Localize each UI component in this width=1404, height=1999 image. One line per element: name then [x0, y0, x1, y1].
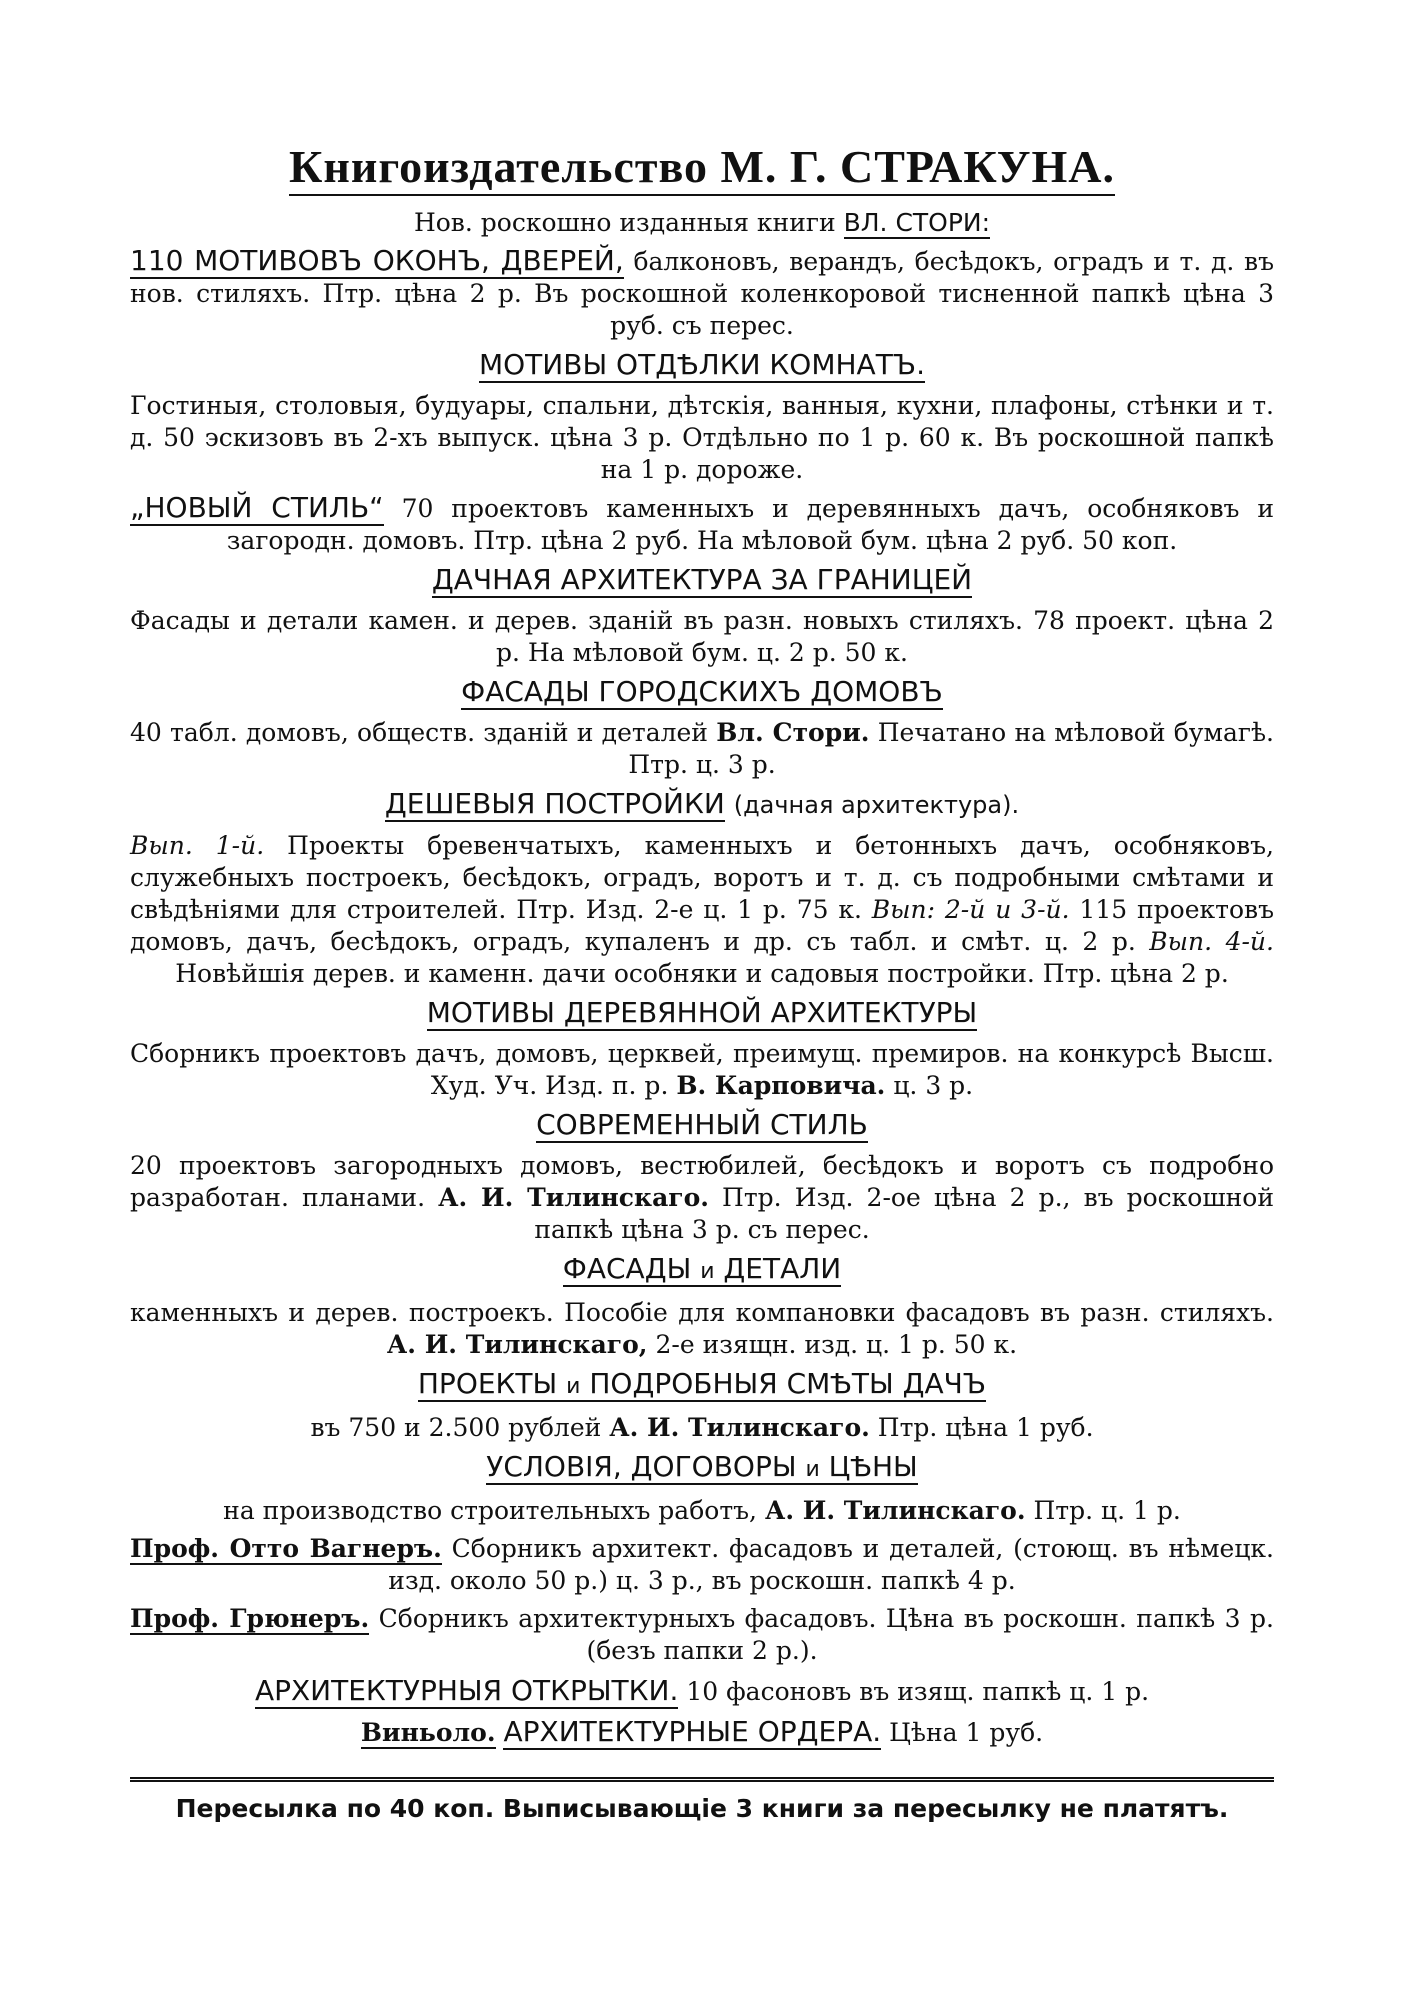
- section-heading: МОТИВЫ ОТДѢЛКИ КОМНАТЪ.: [478, 348, 926, 381]
- author-name: Проф. Грюнеръ.: [130, 1604, 370, 1633]
- section-body: 20 проектовъ загородныхъ домовъ, вестюбилей, бесѣдокъ и воротъ съ подробно разработан. планами. А. И. Тилинскаго. Птр. Изд. 2-ое цѣна 2 р., въ роскошной папкѣ цѣна 3 р. съ перес.: [130, 1151, 1274, 1244]
- section-body: Гостиныя, столовыя, будуары, спальни, дѣтскія, ванныя, кухни, плафоны, стѣнки и т. д. 50 эскизовъ въ 2-хъ выпуск. цѣна 3 р. Отдѣльно по 1 р. 60 к. Въ роскошной папкѣ на 1 р. дороже.: [130, 391, 1274, 484]
- section-wagner: Проф. Отто Вагнеръ. Сборникъ архитект. фасадовъ и деталей, (стоющ. въ нѣмецк. изд. около 50 р.) ц. 3 р., въ роскошн. папкѣ 4 р.: [130, 1534, 1275, 1595]
- section-heading: ФАСАДЫ и ДЕТАЛИ: [562, 1252, 842, 1285]
- section-body: въ 750 и 2.500 рублей А. И. Тилинскаго. Птр. цѣна 1 руб.: [310, 1413, 1094, 1442]
- section-gruner: Проф. Грюнеръ. Сборникъ архитектурныхъ фасадовъ. Цѣна въ роскошн. папкѣ 3 р. (безъ папки 2 р.).: [130, 1604, 1274, 1665]
- section-heading: ДЕШЕВЫЯ ПОСТРОЙКИ (дачная архитектура).: [384, 787, 1020, 820]
- catalog-page: [130, 140, 1274, 1823]
- intro-line: Нов. роскошно изданныя книги ВЛ. СТОРИ:: [413, 208, 991, 237]
- section-heading: 110 МОТИВОВЪ ОКОНЪ, ДВЕРЕЙ,: [130, 244, 624, 277]
- section-windows: 110 МОТИВОВЪ ОКОНЪ, ДВЕРЕЙ, балконовъ, верандъ, бесѣдокъ, оградъ и т. д. въ нов. стиляхъ. Птр. цѣна 2 р. Въ роскошной коленкоровой тисненной папкѣ цѣна 3 руб. съ перес.: [130, 244, 1274, 340]
- section-postcards: АРХИТЕКТУРНЫЯ ОТКРЫТКИ. 10 фасоновъ въ изящ. папкѣ ц. 1 р.: [254, 1674, 1150, 1707]
- section-body: 40 табл. домовъ, обществ. зданій и деталей Вл. Стори. Печатано на мѣловой бумагѣ. Птр. ц. 3 р.: [130, 718, 1274, 779]
- section-body: Сборникъ проектовъ дачъ, домовъ, церквей, преимущ. премиров. на конкурсѣ Высш. Худ. Уч. Изд. п. р. В. Карповича. ц. 3 р.: [130, 1039, 1274, 1100]
- section-heading: „НОВЫЙ СТИЛЬ“: [130, 491, 384, 524]
- section-vignola: Виньоло. АРХИТЕКТУРНЫЕ ОРДЕРА. Цѣна 1 руб.: [360, 1715, 1044, 1748]
- section-body: Вып. 1-й. Проекты бревенчатыхъ, каменныхъ и бетонныхъ дачъ, особняковъ, служебныхъ построекъ, бесѣдокъ, оградъ, воротъ и т. д. съ подробными смѣтами и свѣдѣніями для строителей. Птр. Изд. 2-е ц. 1 р. 75 к. Вып: 2-й и 3-й. 115 проектовъ домовъ, дачъ, бесѣдокъ, оградъ, купаленъ и др. съ табл. и смѣт. ц. 2 р. Вып. 4-й. Новѣйшія дерев. и каменн. дачи особняки и садовыя постройки. Птр. цѣна 2 р.: [130, 831, 1274, 988]
- page-title: Книгоиздательство М. Г. СТРАКУНА.: [130, 140, 1274, 193]
- section-heading: ПРОЕКТЫ и ПОДРОБНЫЯ СМѢТЫ ДАЧЪ: [417, 1367, 987, 1400]
- section-heading: ФАСАДЫ ГОРОДСКИХЪ ДОМОВЪ: [461, 675, 943, 708]
- section-heading: СОВРЕМЕННЫЙ СТИЛЬ: [536, 1108, 868, 1141]
- divider: [130, 1771, 1274, 1782]
- section-body: на производство строительныхъ работъ, А. И. Тилинскаго. Птр. ц. 1 р.: [223, 1496, 1181, 1525]
- section-heading: МОТИВЫ ДЕРЕВЯННОЙ АРХИТЕКТУРЫ: [426, 996, 978, 1029]
- section-heading: ДАЧНАЯ АРХИТЕКТУРА ЗА ГРАНИЦЕЙ: [431, 563, 973, 596]
- section-body: Фасады и детали камен. и дерев. зданій въ разн. новыхъ стиляхъ. 78 проект. цѣна 2 р. На мѣловой бум. ц. 2 р. 50 к.: [130, 606, 1274, 667]
- section-body: каменныхъ и дерев. построекъ. Пособіе для компановки фасадовъ въ разн. стиляхъ. А. И. Тилинскаго, 2-е изящн. изд. ц. 1 р. 50 к.: [130, 1298, 1274, 1359]
- section-heading: УСЛОВІЯ, ДОГОВОРЫ и ЦѢНЫ: [486, 1450, 918, 1483]
- footer-note: Пересылка по 40 коп. Выписывающіе 3 книги за пересылку не платятъ.: [175, 1794, 1229, 1823]
- section-new-style: „НОВЫЙ СТИЛЬ“ 70 проектовъ каменныхъ и деревянныхъ дачъ, особняковъ и загородн. домовъ. Птр. цѣна 2 руб. На мѣловой бум. цѣна 2 руб. 50 коп.: [130, 491, 1275, 555]
- author-name: Проф. Отто Вагнеръ.: [130, 1534, 442, 1563]
